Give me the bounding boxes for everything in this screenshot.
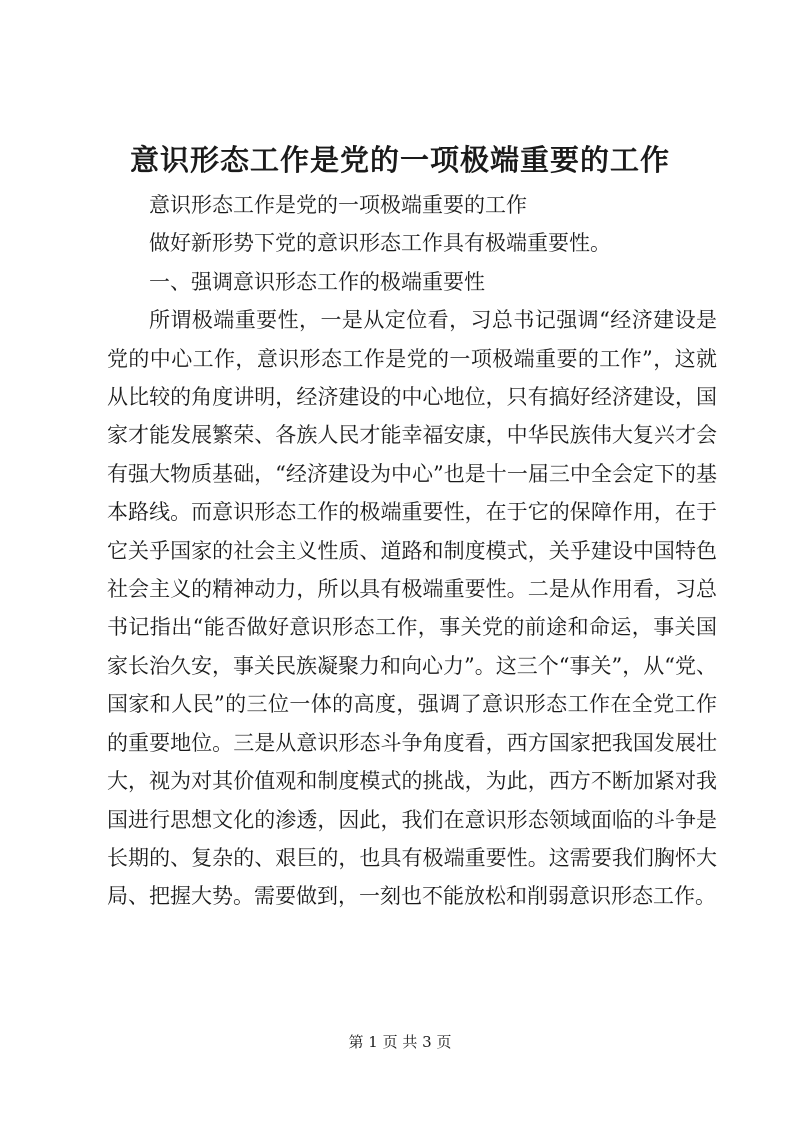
document-title: 意识形态工作是党的一项极端重要的工作 [129,143,670,177]
paragraph-subtitle: 意识形态工作是党的一项极端重要的工作 [149,193,527,217]
document-body [107,186,717,916]
page-footer: 第 1 页 共 3 页 [348,1033,452,1051]
paragraph-intro: 做好新形势下党的意识形态工作具有极端重要性。 [149,231,611,256]
section-heading: 一、强调意识形态工作的极端重要性 [149,269,485,294]
paragraph-main: 所谓极端重要性，一是从定位看，习总书记强调“经济建设是党的中心工作，意识形态工作是党的一项极端重要的工作”，这就从比较的角度讲明，经济建设的中心地位，只有搞好经济建设，国家才能发展繁荣、各族人民才能幸福安康，中华民族伟大复兴才会有强大物质基础，“经济建设为中心”也是十一届三中全会定下的基本路线。而意识形态工作的极端重要性，在于它的保障作用，在于它关乎国家的社会主义性质、道路和制度模式，关乎建设中国特色社会主义的精神动力，所以具有极端重要性。二是从作用看，习总书记指出“能否做好意识形态工作，事关党的前途和命运，事关国家长治久安，事关民族凝聚力和向心力”。这三个“事关”，从“党、国家和人民”的三位一体的高度，强调了意识形态工作在全党工作的重要地位。三是从意识形态斗争角度看，西方国家把我国发展壮大，视为对其价值观和制度模式的挑战，为此，西方不断加紧对我国进行思想文化的渗透，因此，我们在意识形态领域面临的斗争是长期的、复杂的、艰巨的，也具有极端重要性。这需要我们胸怀大局、把握大势。需要做到，一刻也不能放松和削弱意识形态工作。 [107,308,717,909]
